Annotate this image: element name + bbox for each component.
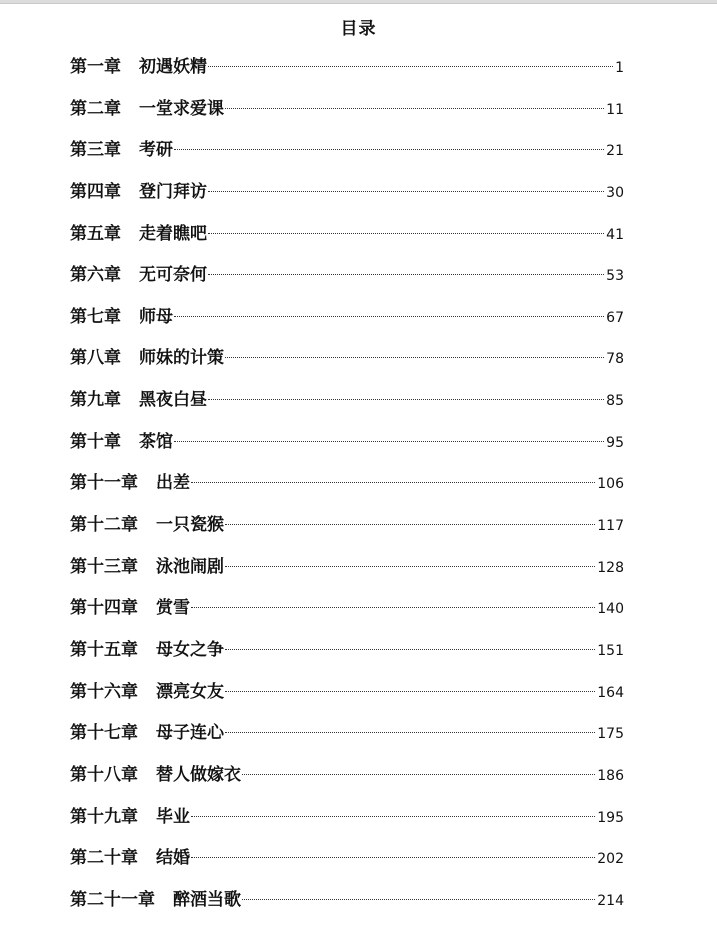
dot-leader xyxy=(208,274,604,275)
page-number: 67 xyxy=(606,309,624,326)
page-number: 11 xyxy=(606,101,624,118)
chapter-title: 母女之争 xyxy=(156,639,224,660)
chapter-number: 第十七章 xyxy=(70,723,138,744)
chapter-number: 第八章 xyxy=(70,348,121,369)
chapter-number: 第二十章 xyxy=(70,848,138,869)
toc-entry[interactable] xyxy=(70,841,624,883)
chapter-number: 第十二章 xyxy=(70,515,138,536)
toc-entry[interactable] xyxy=(70,883,624,925)
chapter-title: 替人做嫁衣 xyxy=(156,764,241,785)
page-number: 1 xyxy=(615,60,624,76)
page-number: 53 xyxy=(606,268,624,285)
chapter-number: 第十九章 xyxy=(70,806,138,827)
dot-leader xyxy=(242,899,595,900)
chapter-title: 无可奈何 xyxy=(139,265,207,286)
dot-leader xyxy=(225,566,595,567)
chapter-number: 第十五章 xyxy=(70,639,138,660)
page-number: 117 xyxy=(597,518,624,535)
dot-leader xyxy=(225,691,595,692)
toc-entry[interactable] xyxy=(70,675,624,717)
dot-leader xyxy=(208,399,604,400)
page-number: 106 xyxy=(597,476,624,493)
page-number: 95 xyxy=(606,434,624,451)
toc-entry[interactable] xyxy=(70,466,624,508)
page-number: 85 xyxy=(606,393,624,410)
toc-entry[interactable] xyxy=(70,92,624,134)
chapter-title: 黑夜白昼 xyxy=(139,390,207,411)
toc-entry[interactable] xyxy=(70,133,624,175)
dot-leader xyxy=(191,816,595,817)
dot-leader xyxy=(191,857,595,858)
chapter-title: 师母 xyxy=(139,306,173,327)
toc-entry[interactable] xyxy=(70,758,624,800)
dot-leader xyxy=(208,233,604,234)
dot-leader xyxy=(225,649,595,650)
page-number: 214 xyxy=(597,892,624,909)
page-number: 78 xyxy=(606,351,624,368)
toc-entry[interactable] xyxy=(70,508,624,550)
chapter-number: 第三章 xyxy=(70,140,121,161)
toc-title: 目录 xyxy=(340,19,377,39)
chapter-number: 第五章 xyxy=(70,223,121,244)
chapter-title: 走着瞧吧 xyxy=(139,223,207,244)
chapter-number: 第二十一章 xyxy=(70,889,155,910)
chapter-title: 初遇妖精 xyxy=(139,57,207,77)
page-number: 164 xyxy=(597,684,624,701)
page-number: 41 xyxy=(606,226,624,243)
dot-leader xyxy=(208,191,604,192)
chapter-number: 第十三章 xyxy=(70,556,138,577)
chapter-title: 一只瓷猴 xyxy=(156,515,224,536)
dot-leader xyxy=(225,732,595,733)
page-number: 140 xyxy=(597,601,624,618)
toc-entry[interactable] xyxy=(70,50,624,92)
dot-leader xyxy=(225,357,604,358)
toc-entry[interactable] xyxy=(70,800,624,842)
dot-leader xyxy=(174,316,604,317)
toc-entry[interactable] xyxy=(70,341,624,383)
chapter-title: 考研 xyxy=(139,140,173,161)
page-number: 151 xyxy=(597,642,624,659)
page-number: 186 xyxy=(597,767,624,784)
chapter-title: 赏雪 xyxy=(156,598,190,619)
page-number: 195 xyxy=(597,809,624,826)
toc-entry[interactable] xyxy=(70,591,624,633)
chapter-number: 第二章 xyxy=(70,98,121,119)
chapter-number: 第七章 xyxy=(70,306,121,327)
toc-entry[interactable] xyxy=(70,217,624,259)
chapter-title: 一堂求爱课 xyxy=(139,98,224,119)
toc-entry[interactable] xyxy=(70,550,624,592)
chapter-number: 第十一章 xyxy=(70,473,138,494)
dot-leader xyxy=(174,441,604,442)
toc-entry[interactable] xyxy=(70,633,624,675)
chapter-number: 第十四章 xyxy=(70,598,138,619)
toc-entry[interactable] xyxy=(70,258,624,300)
chapter-title: 母子连心 xyxy=(156,723,224,744)
chapter-title: 出差 xyxy=(156,473,190,494)
chapter-title: 醉酒当歌 xyxy=(173,889,241,910)
dot-leader xyxy=(225,108,604,109)
chapter-number: 第一章 xyxy=(70,57,121,77)
chapter-number: 第六章 xyxy=(70,265,121,286)
dot-leader xyxy=(191,482,595,483)
chapter-title: 师妹的计策 xyxy=(139,348,224,369)
toc-entry[interactable] xyxy=(70,175,624,217)
dot-leader xyxy=(225,524,595,525)
chapter-title: 结婚 xyxy=(156,848,190,869)
chapter-title: 毕业 xyxy=(156,806,190,827)
page-number: 128 xyxy=(597,559,624,576)
toc-entry[interactable] xyxy=(70,716,624,758)
page-number: 202 xyxy=(597,851,624,868)
chapter-number: 第十六章 xyxy=(70,681,138,702)
chapter-title: 茶馆 xyxy=(139,431,173,452)
page-number: 30 xyxy=(606,184,624,201)
toc-entry[interactable] xyxy=(70,300,624,342)
dot-leader xyxy=(191,607,595,608)
chapter-number: 第十八章 xyxy=(70,764,138,785)
dot-leader xyxy=(242,774,595,775)
chapter-number: 第四章 xyxy=(70,181,121,202)
dot-leader xyxy=(174,149,604,150)
chapter-title: 登门拜访 xyxy=(139,181,207,202)
chapter-number: 第九章 xyxy=(70,390,121,411)
chapter-number: 第十章 xyxy=(70,431,121,452)
page-number: 21 xyxy=(606,143,624,160)
page-number: 175 xyxy=(597,726,624,743)
toc-entry[interactable] xyxy=(70,425,624,467)
chapter-title: 泳池闹剧 xyxy=(156,556,224,577)
toc-entry[interactable] xyxy=(70,383,624,425)
toc-list xyxy=(70,50,624,924)
chapter-title: 漂亮女友 xyxy=(156,681,224,702)
dot-leader xyxy=(208,66,613,67)
